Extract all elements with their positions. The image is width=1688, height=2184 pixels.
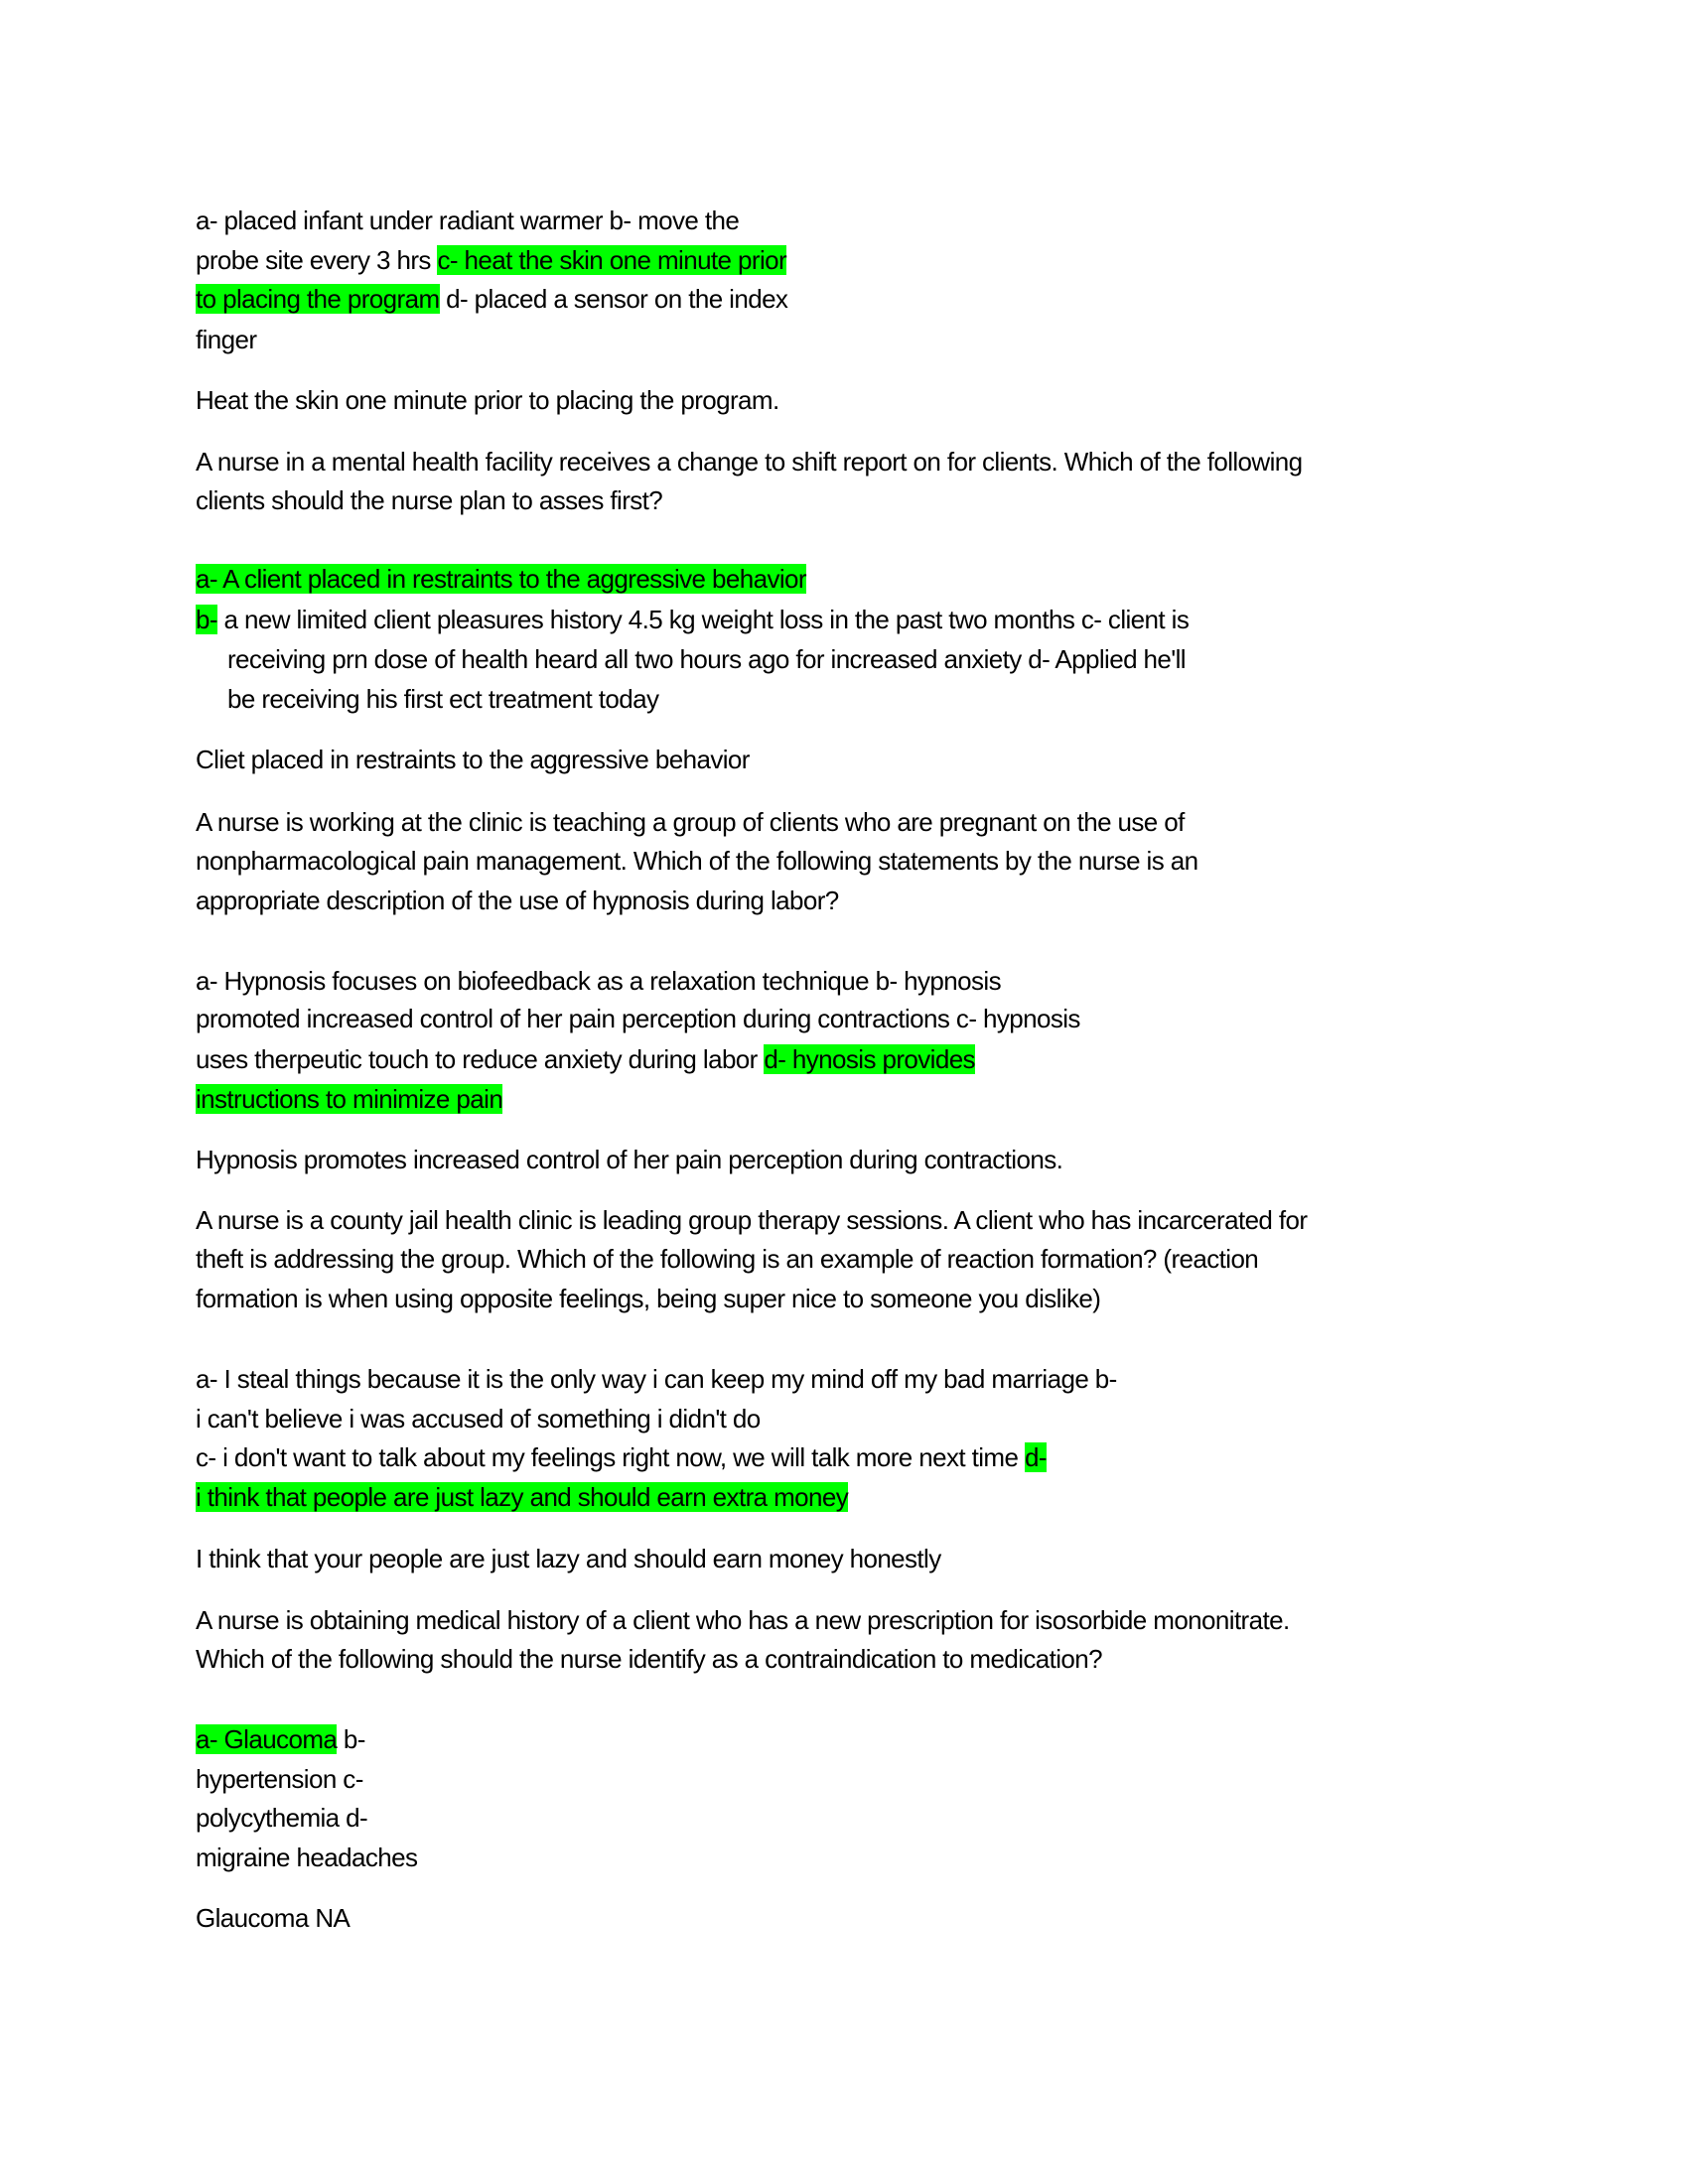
text-line: [196, 1898, 350, 1938]
text-line: [196, 240, 786, 280]
text-segment: I think that your people are just lazy and should earn money honestly: [196, 1544, 941, 1573]
text-segment: migraine headaches: [196, 1843, 418, 1872]
text-line: [196, 1798, 367, 1838]
text-segment: theft is addressing the group. Which of the following is an example of reaction formation? (reaction: [196, 1244, 1259, 1274]
text-segment: Which of the following should the nurse identify as a contraindication to medication?: [196, 1644, 1103, 1674]
text-segment: finger: [196, 325, 257, 354]
text-line: [196, 279, 787, 319]
text-segment: polycythemia d-: [196, 1803, 368, 1833]
text-segment: clients should the nurse plan to asses first?: [196, 485, 663, 515]
text-line: [196, 1140, 1062, 1179]
text-segment: A nurse is a county jail health clinic is leading group therapy sessions. A client who has incarcerated for: [196, 1205, 1308, 1235]
text-segment: Heat the skin one minute prior to placing the program.: [196, 385, 779, 415]
text-segment: A nurse is obtaining medical history of a client who has a new prescription for isosorbide mononitrate.: [196, 1605, 1290, 1635]
text-segment: Hypnosis promotes increased control of her pain perception during contractions.: [196, 1145, 1063, 1174]
text-segment: A nurse is working at the clinic is teaching a group of clients who are pregnant on the use of: [196, 807, 1185, 837]
text-segment: a- I steal things because it is the only way i can keep my mind off my bad marriage b-: [196, 1364, 1117, 1394]
text-segment: promoted increased control of her pain perception during contractions c- hypnosis: [196, 1004, 1080, 1033]
text-line: [227, 639, 1186, 679]
text-line: [196, 999, 1080, 1038]
text-segment: hypertension c-: [196, 1764, 363, 1794]
text-segment: uses therpeutic touch to reduce anxiety during labor: [196, 1044, 765, 1074]
text-line: [196, 480, 662, 520]
highlighted-answer: a- Glaucoma: [196, 1724, 338, 1754]
highlighted-answer: d-: [1024, 1442, 1047, 1472]
text-segment: be receiving his first ect treatment today: [227, 684, 659, 714]
text-segment: d- placed a sensor on the index: [439, 284, 788, 314]
text-segment: a- Hypnosis focuses on biofeedback as a relaxation technique b- hypnosis: [196, 966, 1001, 996]
highlighted-answer: instructions to minimize pain: [196, 1084, 503, 1114]
text-segment: nonpharmacological pain management. Which of the following statements by the nurse is an: [196, 846, 1198, 876]
text-segment: a- placed infant under radiant warmer b- move the: [196, 205, 740, 235]
text-line: [196, 442, 1302, 481]
text-line: [196, 320, 256, 359]
text-line: [196, 841, 1197, 881]
text-segment: Glaucoma NA: [196, 1903, 351, 1933]
text-line: [196, 1279, 1100, 1318]
highlighted-answer: a- A client placed in restraints to the aggressive behavior: [196, 564, 806, 594]
text-segment: formation is when using opposite feelings, being super nice to someone you dislike): [196, 1284, 1101, 1313]
highlighted-answer: d- hynosis provides: [764, 1044, 975, 1074]
text-line: [196, 1539, 941, 1578]
text-segment: a new limited client pleasures history 4.5 kg weight loss in the past two months c- client is: [216, 605, 1190, 634]
text-line: [196, 380, 779, 420]
text-line: [196, 1200, 1307, 1240]
text-segment: receiving prn dose of health heard all two hours ago for increased anxiety d- Applied he'll: [227, 644, 1186, 674]
text-line: [196, 1639, 1102, 1679]
text-line: [196, 1719, 365, 1759]
text-line: [196, 1437, 1047, 1477]
highlighted-answer: c- heat the skin one minute prior: [437, 245, 787, 275]
text-segment: c- i don't want to talk about my feelings right now, we will talk more next time: [196, 1442, 1025, 1472]
text-line: [196, 740, 750, 779]
text-line: [196, 600, 1189, 639]
text-segment: b-: [337, 1724, 365, 1754]
text-segment: Cliet placed in restraints to the aggressive behavior: [196, 745, 750, 774]
text-line: [196, 1477, 848, 1517]
text-line: [196, 1399, 761, 1438]
highlighted-answer: to placing the program: [196, 284, 440, 314]
text-line: [196, 1838, 417, 1877]
text-segment: probe site every 3 hrs: [196, 245, 438, 275]
text-segment: appropriate description of the use of hypnosis during labor?: [196, 886, 839, 915]
text-line: [227, 679, 658, 719]
text-line: [196, 1239, 1258, 1279]
text-line: [196, 1359, 1117, 1399]
text-line: [196, 1079, 502, 1119]
text-line: [196, 881, 839, 920]
text-line: [196, 559, 806, 599]
text-line: [196, 1759, 363, 1799]
text-line: [196, 201, 739, 240]
text-segment: i can't believe i was accused of something i didn't do: [196, 1404, 761, 1433]
highlighted-answer: b-: [196, 605, 217, 634]
text-segment: A nurse in a mental health facility receives a change to shift report on for clients. Which of the following: [196, 447, 1303, 477]
highlighted-answer: i think that people are just lazy and should earn extra money: [196, 1482, 849, 1512]
text-line: [196, 1600, 1290, 1640]
text-line: [196, 802, 1185, 842]
text-line: [196, 1039, 975, 1079]
text-line: [196, 961, 1001, 1001]
